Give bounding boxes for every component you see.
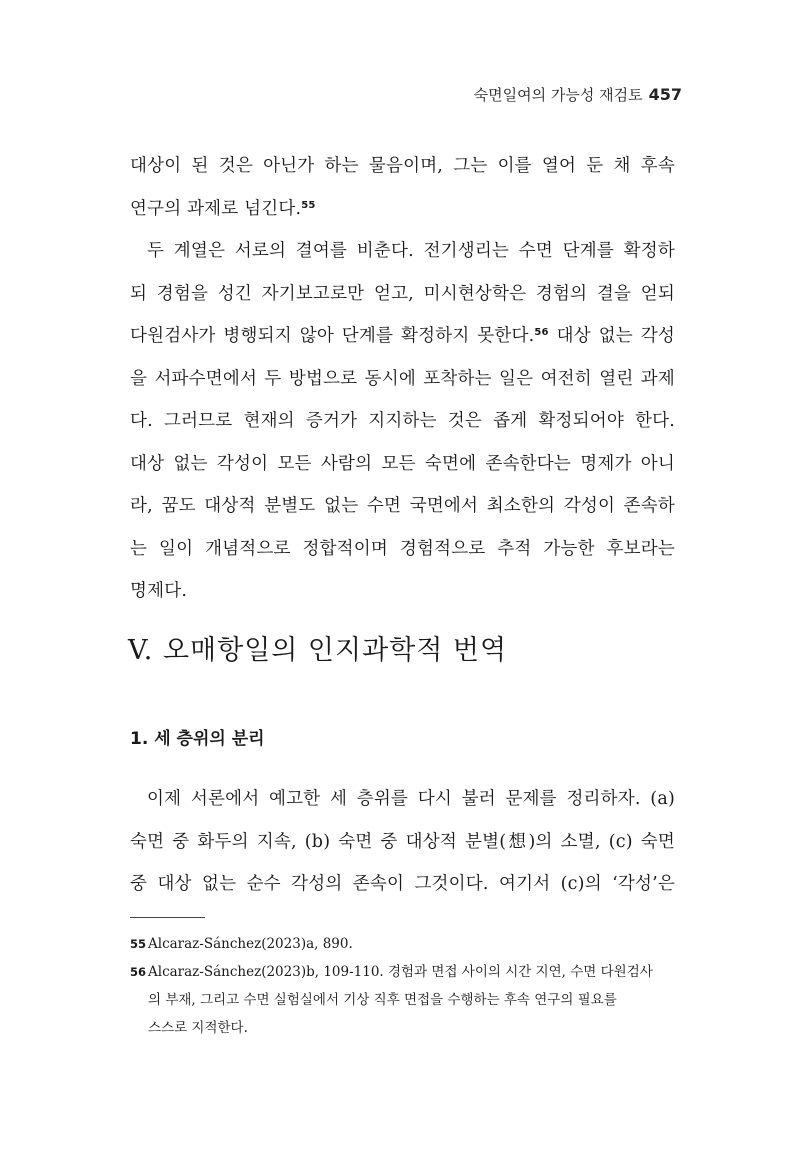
footnote-text: 스스로 지적한다. [148,1020,248,1036]
text-fragment: 연구의 과제로 넘긴다. [130,198,302,219]
paragraph-continuation [130,145,675,230]
text-line [130,315,675,358]
section-heading: V. 오매항일의 인지과학적 번역 [128,635,508,666]
text-line: 는 일이 개념적으로 정합적이며 경험적으로 추적 가능한 후보라는 [130,538,675,559]
footnote-56 [130,958,675,1042]
text-line: 두 계열은 서로의 결여를 비춘다. 전기생리는 수면 단계를 확정하 [147,241,675,261]
footnote-number: 56 [130,965,147,979]
text-line: 되 경험을 성긴 자기보고로만 얻고, 미시현상학은 경험의 결을 얻되 [130,283,675,304]
text-line: 이제 서론에서 예고한 세 층위를 다시 불러 문제를 정리하자. (a) [147,789,675,809]
text-fragment: 다원검사가 병행되지 않아 단계를 확정하지 못한다. [130,326,535,346]
running-header [474,84,682,105]
text-line: 대상이 된 것은 아닌가 하는 물음이며, 그는 이를 열어 둔 채 후속 [130,156,675,176]
running-title: 숙면일여의 가능성 재검토 [473,86,643,104]
text-line: 숙면 중 화두의 지속, (b) 숙면 중 대상적 분별(想)의 소멸, (c) 숙면 [130,831,675,852]
footnote-ref-55[interactable]: 55 [301,199,316,211]
footnote-number: 55 [130,937,147,951]
text-fragment: 대상 없는 각성 [548,326,675,346]
text-line: 명제다. [130,581,188,601]
subsection-heading: 1. 세 층위의 분리 [130,729,265,749]
footnote-text: 의 부재, 그리고 수면 실험실에서 기상 직후 면접을 수행하는 후속 연구의 필요를 [148,992,617,1008]
text-line [130,188,675,231]
text-line: 다. 그러므로 현재의 증거가 지지하는 것은 좁게 확정되어야 한다. [130,411,675,431]
footnotes [130,930,675,1042]
text-line: 중 대상 없는 순수 각성의 존속이 그것이다. 여기서 (c)의 ‘각성’은 [130,874,675,894]
footnote-55 [130,930,675,958]
text-line: 대상 없는 각성이 모든 사람의 모든 숙면에 존속한다는 명제가 아니 [130,453,675,474]
paragraph-comparison [130,230,675,613]
text-line: 라, 꿈도 대상적 분별도 없는 수면 국면에서 최소한의 각성이 존속하 [130,496,675,516]
footnote-text: Alcaraz-Sánchez(2023)a, 890. [148,936,353,952]
page-number: 457 [648,85,682,104]
footnote-ref-56[interactable]: 56 [534,327,549,338]
footnote-text: Alcaraz-Sánchez(2023)b, 109-110. 경험과 면접 사이의 시간 지연, 수면 다원검사 [148,964,653,980]
paragraph-three-levels [130,778,675,906]
footnote-divider [130,917,205,918]
text-line: 을 서파수면에서 두 방법으로 동시에 포착하는 일은 여전히 열린 과제 [130,368,675,389]
